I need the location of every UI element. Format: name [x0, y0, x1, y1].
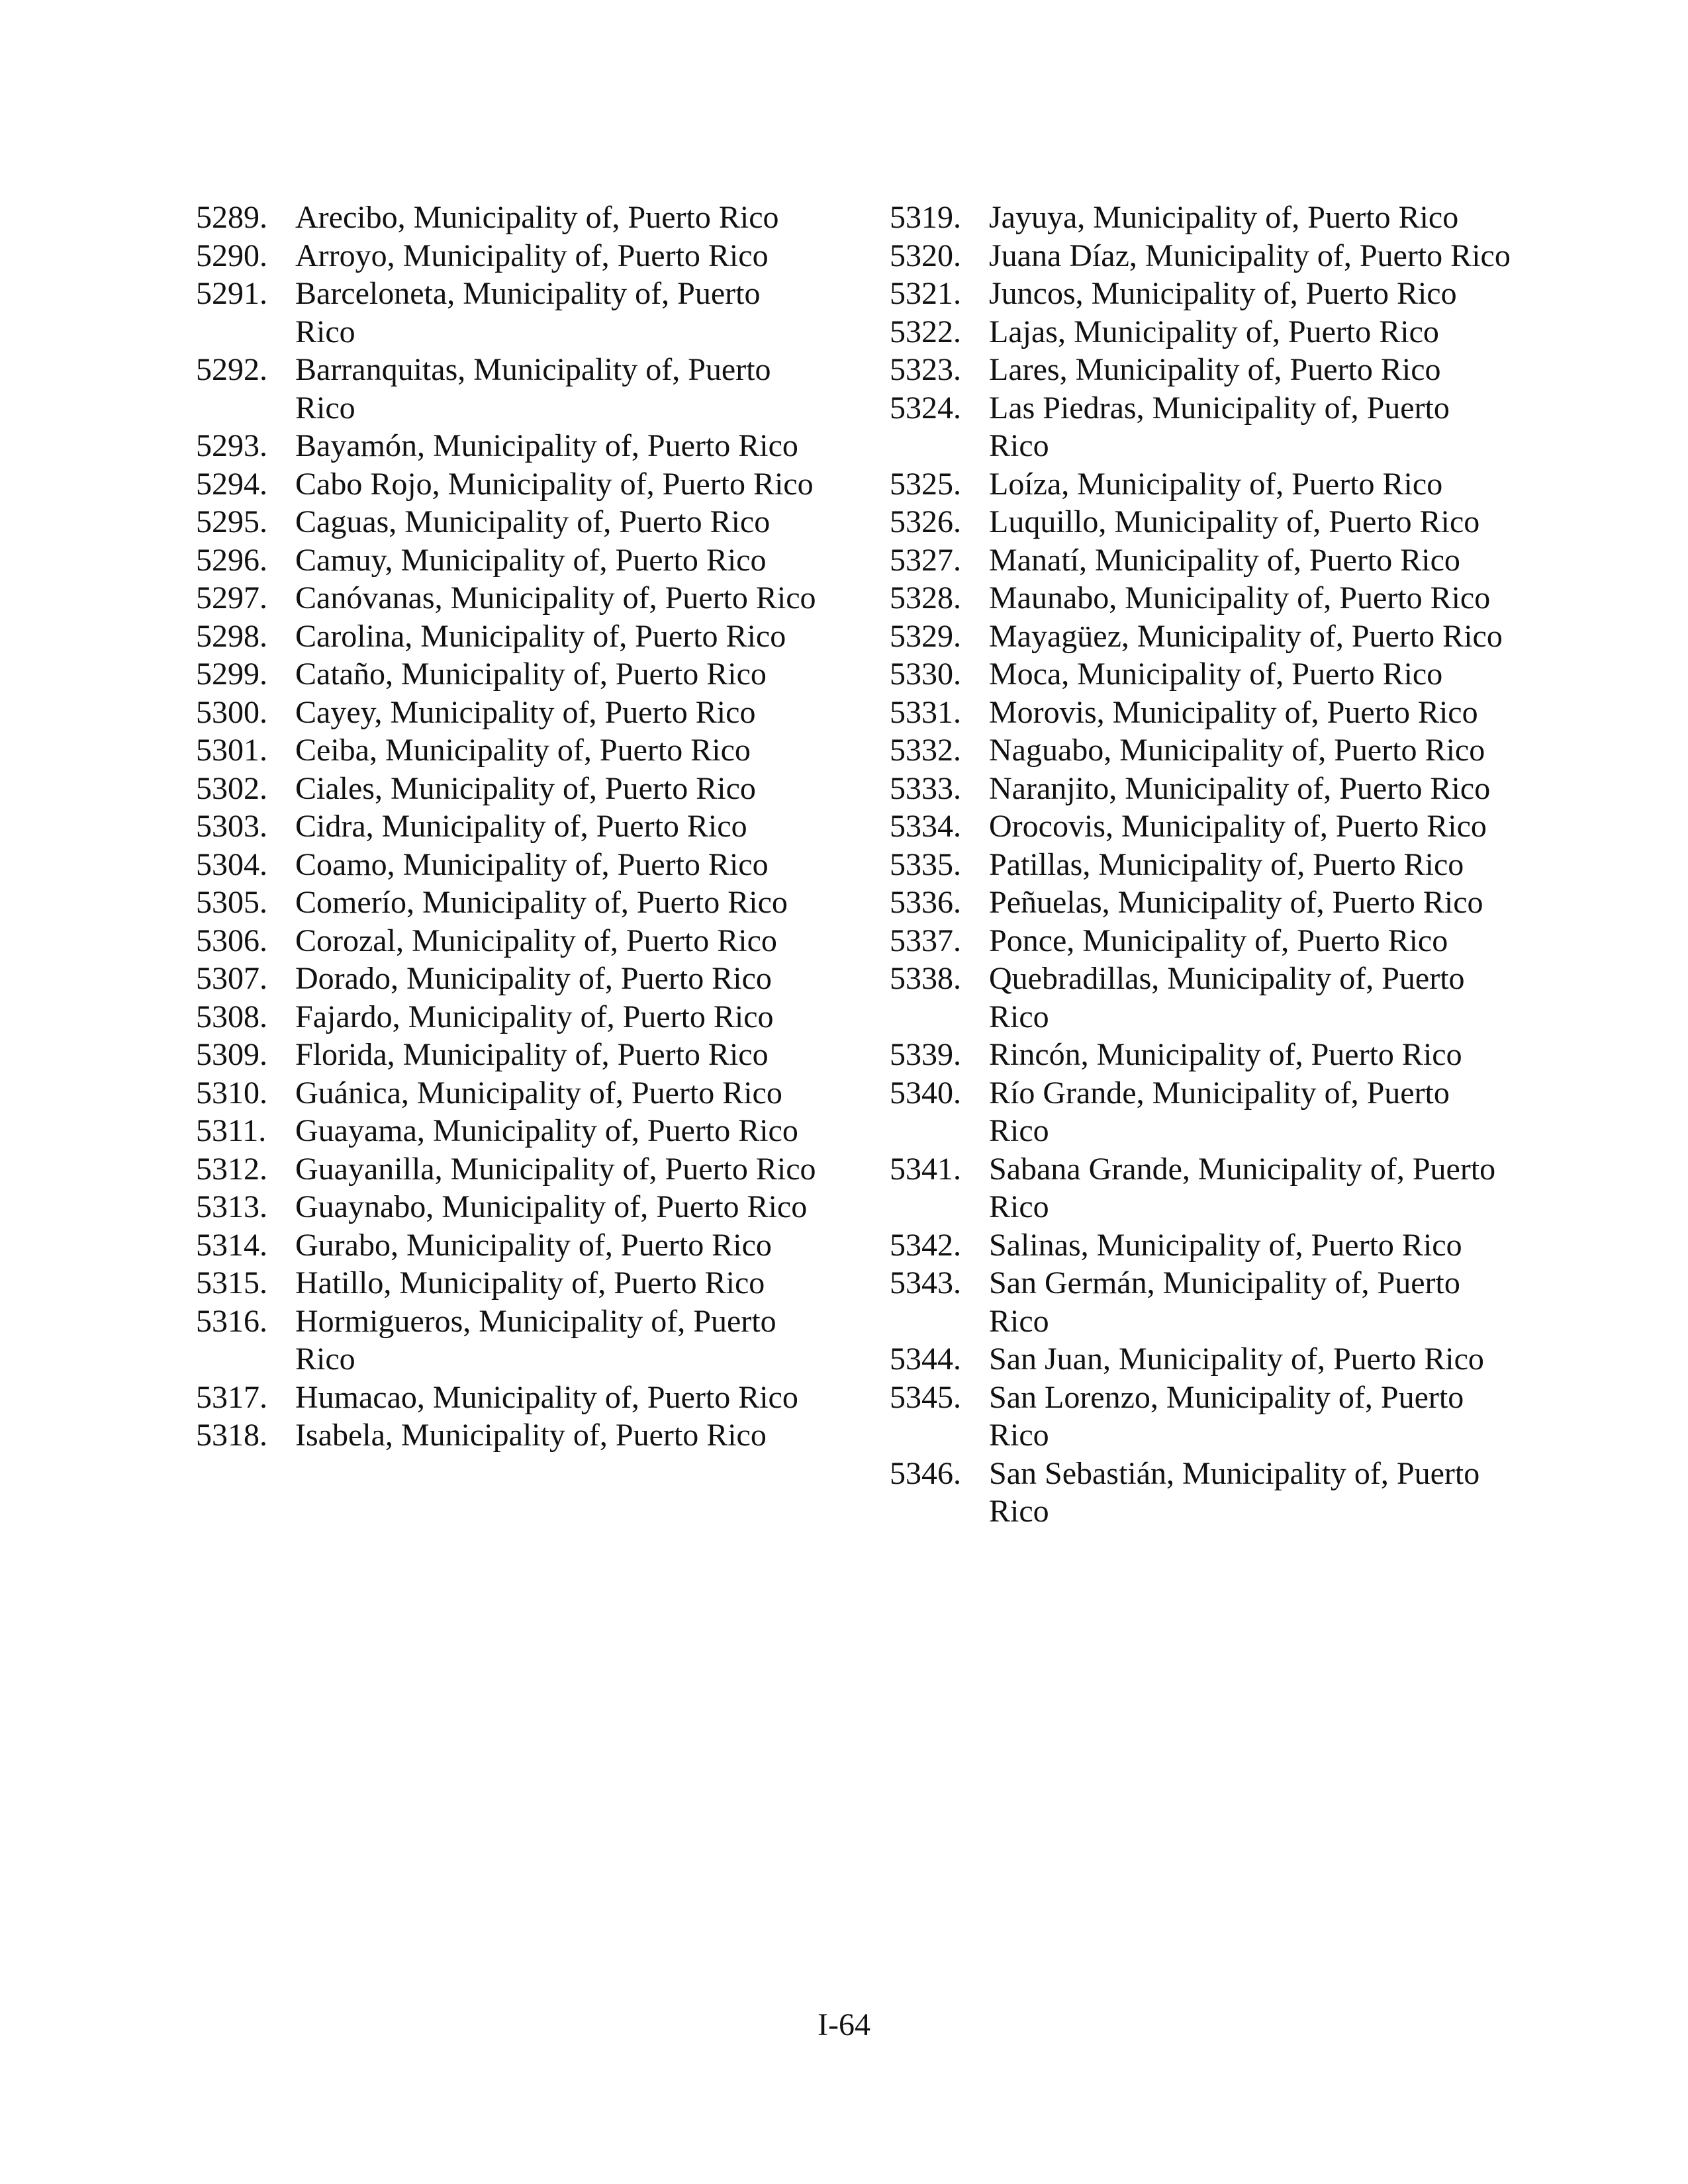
list-item	[890, 1226, 1512, 1265]
list-item	[890, 275, 1512, 313]
list-item	[196, 694, 818, 732]
entry-name: Moca, Municipality of, Puerto Rico	[989, 657, 1443, 692]
entry-name: Carolina, Municipality of, Puerto Rico	[295, 618, 786, 654]
entry-number: 5327.	[890, 542, 961, 578]
entry-number: 5334.	[890, 809, 961, 844]
list-item	[196, 237, 818, 275]
entry-number: 5291.	[196, 276, 267, 311]
entry-name: Arroyo, Municipality of, Puerto Rico	[295, 238, 769, 273]
entry-number: 5294.	[196, 466, 267, 502]
list-item	[890, 1074, 1512, 1150]
list-item	[890, 1150, 1512, 1226]
entry-number: 5325.	[890, 466, 961, 502]
entry-name: Cataño, Municipality of, Puerto Rico	[295, 657, 767, 692]
list-item	[890, 389, 1512, 465]
list-item	[196, 1036, 818, 1074]
entry-number: 5300.	[196, 694, 267, 730]
entry-number: 5336.	[890, 885, 961, 920]
list-item	[196, 884, 818, 922]
entry-name: Fajardo, Municipality of, Puerto Rico	[295, 999, 774, 1034]
entry-name: Las Piedras, Municipality of, Puerto Rico	[989, 390, 1450, 463]
entry-name: Salinas, Municipality of, Puerto Rico	[989, 1227, 1462, 1263]
list-item	[196, 275, 818, 351]
entry-number: 5342.	[890, 1227, 961, 1263]
list-item	[890, 694, 1512, 732]
entry-name: Guayanilla, Municipality of, Puerto Rico	[295, 1151, 816, 1187]
list-item	[196, 1188, 818, 1226]
entry-number: 5302.	[196, 770, 267, 806]
entry-name: Guaynabo, Municipality of, Puerto Rico	[295, 1189, 808, 1224]
entry-name: Luquillo, Municipality of, Puerto Rico	[989, 504, 1480, 539]
entry-number: 5340.	[890, 1075, 961, 1111]
entry-name: Ponce, Municipality of, Puerto Rico	[989, 923, 1448, 958]
entry-number: 5315.	[196, 1265, 267, 1300]
entry-number: 5341.	[890, 1151, 961, 1187]
entry-name: Naguabo, Municipality of, Puerto Rico	[989, 733, 1485, 768]
list-item	[890, 1340, 1512, 1379]
entry-number: 5333.	[890, 770, 961, 806]
list-item	[196, 1150, 818, 1189]
list-item	[890, 884, 1512, 922]
entry-name: Ceiba, Municipality of, Puerto Rico	[295, 733, 751, 768]
entry-number: 5332.	[890, 733, 961, 768]
entry-number: 5343.	[890, 1265, 961, 1300]
entry-number: 5305.	[196, 885, 267, 920]
page-number: I-64	[818, 2007, 870, 2042]
entry-number: 5317.	[196, 1379, 267, 1415]
entry-name: Camuy, Municipality of, Puerto Rico	[295, 542, 767, 578]
entry-name: Corozal, Municipality of, Puerto Rico	[295, 923, 777, 958]
entry-number: 5297.	[196, 580, 267, 615]
list-item	[890, 237, 1512, 275]
entry-number: 5321.	[890, 276, 961, 311]
entry-number: 5303.	[196, 809, 267, 844]
list-item	[196, 1379, 818, 1417]
list-item	[196, 807, 818, 846]
list-item	[890, 313, 1512, 351]
list-item	[890, 541, 1512, 580]
entry-name: Sabana Grande, Municipality of, Puerto Rico	[989, 1151, 1496, 1224]
entry-number: 5344.	[890, 1342, 961, 1377]
list-item	[890, 503, 1512, 541]
entry-name: San Sebastián, Municipality of, Puerto Rico	[989, 1455, 1480, 1529]
entry-number: 5309.	[196, 1037, 267, 1072]
entry-number: 5306.	[196, 923, 267, 958]
entry-number: 5339.	[890, 1037, 961, 1072]
list-item	[196, 579, 818, 617]
entry-name: Manatí, Municipality of, Puerto Rico	[989, 542, 1460, 578]
list-item	[890, 655, 1512, 694]
list-item	[196, 1264, 818, 1302]
entry-name: Canóvanas, Municipality of, Puerto Rico	[295, 580, 816, 615]
entry-number: 5331.	[890, 694, 961, 730]
entry-number: 5296.	[196, 542, 267, 578]
list-item	[890, 770, 1512, 808]
list-item	[196, 655, 818, 694]
entry-number: 5295.	[196, 504, 267, 539]
list-item	[196, 731, 818, 770]
entry-name: Coamo, Municipality of, Puerto Rico	[295, 846, 769, 882]
entry-name: Hatillo, Municipality of, Puerto Rico	[295, 1265, 765, 1300]
entry-name: Isabela, Municipality of, Puerto Rico	[295, 1418, 767, 1453]
list-item	[890, 199, 1512, 237]
entry-name: Arecibo, Municipality of, Puerto Rico	[295, 200, 779, 235]
entry-number: 5304.	[196, 846, 267, 882]
entry-name: Barranquitas, Municipality of, Puerto Rico	[295, 352, 771, 426]
list-item	[196, 503, 818, 541]
list-item	[196, 960, 818, 998]
entry-name: Florida, Municipality of, Puerto Rico	[295, 1037, 769, 1072]
list-item	[196, 617, 818, 656]
entry-number: 5316.	[196, 1303, 267, 1339]
entry-name: Cayey, Municipality of, Puerto Rico	[295, 694, 756, 730]
entry-number: 5298.	[196, 618, 267, 654]
entry-name: Gurabo, Municipality of, Puerto Rico	[295, 1227, 772, 1263]
entry-name: Caguas, Municipality of, Puerto Rico	[295, 504, 771, 539]
list-item	[890, 579, 1512, 617]
entry-name: Patillas, Municipality of, Puerto Rico	[989, 846, 1464, 882]
entry-number: 5323.	[890, 352, 961, 387]
entry-name: San Juan, Municipality of, Puerto Rico	[989, 1342, 1484, 1377]
entry-name: Juana Díaz, Municipality of, Puerto Rico	[989, 238, 1511, 273]
entry-name: Peñuelas, Municipality of, Puerto Rico	[989, 885, 1483, 920]
list-item	[196, 465, 818, 504]
list-item	[890, 807, 1512, 846]
entry-name: Guánica, Municipality of, Puerto Rico	[295, 1075, 782, 1111]
entry-name: Juncos, Municipality of, Puerto Rico	[989, 276, 1457, 311]
list-item	[890, 1264, 1512, 1340]
entry-name: Guayama, Municipality of, Puerto Rico	[295, 1113, 798, 1148]
entry-number: 5328.	[890, 580, 961, 615]
entry-name: San Germán, Municipality of, Puerto Rico	[989, 1265, 1460, 1339]
entry-name: Barceloneta, Municipality of, Puerto Rico	[295, 276, 761, 349]
entry-number: 5301.	[196, 733, 267, 768]
entry-name: Mayagüez, Municipality of, Puerto Rico	[989, 618, 1503, 654]
list-item	[890, 351, 1512, 389]
left-column-list	[196, 199, 818, 1455]
list-item	[890, 922, 1512, 960]
entry-name: Rincón, Municipality of, Puerto Rico	[989, 1037, 1462, 1072]
entry-number: 5320.	[890, 238, 961, 273]
entry-number: 5312.	[196, 1151, 267, 1187]
entry-number: 5329.	[890, 618, 961, 654]
entry-name: Morovis, Municipality of, Puerto Rico	[989, 694, 1478, 730]
entry-name: Naranjito, Municipality of, Puerto Rico	[989, 770, 1491, 806]
entry-number: 5326.	[890, 504, 961, 539]
list-item	[890, 1455, 1512, 1531]
list-item	[196, 1416, 818, 1455]
entry-name: Quebradillas, Municipality of, Puerto Rico	[989, 961, 1465, 1034]
list-item	[196, 1226, 818, 1265]
entry-number: 5338.	[890, 961, 961, 996]
list-item	[890, 731, 1512, 770]
list-item	[890, 617, 1512, 656]
entry-number: 5299.	[196, 657, 267, 692]
list-item	[890, 846, 1512, 884]
list-item	[196, 846, 818, 884]
list-item	[196, 1302, 818, 1379]
entry-number: 5318.	[196, 1418, 267, 1453]
list-item	[890, 1036, 1512, 1074]
list-item	[890, 1379, 1512, 1455]
list-item	[196, 1112, 818, 1150]
entry-name: Lares, Municipality of, Puerto Rico	[989, 352, 1441, 387]
list-item	[196, 922, 818, 960]
entry-number: 5293.	[196, 428, 267, 463]
list-item	[196, 351, 818, 427]
entry-number: 5290.	[196, 238, 267, 273]
entry-name: Comerío, Municipality of, Puerto Rico	[295, 885, 788, 920]
list-item	[196, 427, 818, 465]
entry-name: Humacao, Municipality of, Puerto Rico	[295, 1379, 798, 1415]
entry-name: Ciales, Municipality of, Puerto Rico	[295, 770, 756, 806]
entry-number: 5292.	[196, 352, 267, 387]
entry-name: Orocovis, Municipality of, Puerto Rico	[989, 809, 1487, 844]
entry-name: Dorado, Municipality of, Puerto Rico	[295, 961, 772, 996]
entry-name: Cidra, Municipality of, Puerto Rico	[295, 809, 747, 844]
list-item	[196, 770, 818, 808]
entry-name: Hormigueros, Municipality of, Puerto Rico	[295, 1303, 776, 1377]
entry-name: Bayamón, Municipality of, Puerto Rico	[295, 428, 798, 463]
entry-number: 5345.	[890, 1379, 961, 1415]
entry-name: Río Grande, Municipality of, Puerto Rico	[989, 1075, 1450, 1148]
entry-number: 5307.	[196, 961, 267, 996]
entry-name: Lajas, Municipality of, Puerto Rico	[989, 314, 1439, 349]
entry-number: 5289.	[196, 200, 267, 235]
entry-number: 5335.	[890, 846, 961, 882]
entry-name: San Lorenzo, Municipality of, Puerto Rico	[989, 1379, 1464, 1453]
entry-number: 5311.	[196, 1113, 267, 1148]
list-item	[890, 960, 1512, 1036]
entry-number: 5308.	[196, 999, 267, 1034]
list-item	[196, 998, 818, 1036]
entry-number: 5310.	[196, 1075, 267, 1111]
list-item	[890, 465, 1512, 504]
list-item	[196, 1074, 818, 1113]
entry-number: 5337.	[890, 923, 961, 958]
entry-number: 5319.	[890, 200, 961, 235]
right-column-list	[890, 199, 1512, 1531]
entry-number: 5330.	[890, 657, 961, 692]
entry-number: 5324.	[890, 390, 961, 426]
entry-name: Cabo Rojo, Municipality of, Puerto Rico	[295, 466, 814, 502]
entry-name: Jayuya, Municipality of, Puerto Rico	[989, 200, 1459, 235]
entry-name: Loíza, Municipality of, Puerto Rico	[989, 466, 1443, 502]
list-item	[196, 199, 818, 237]
entry-number: 5313.	[196, 1189, 267, 1224]
entry-number: 5314.	[196, 1227, 267, 1263]
entry-name: Maunabo, Municipality of, Puerto Rico	[989, 580, 1491, 615]
entry-number: 5346.	[890, 1455, 961, 1491]
entry-number: 5322.	[890, 314, 961, 349]
list-item	[196, 541, 818, 580]
